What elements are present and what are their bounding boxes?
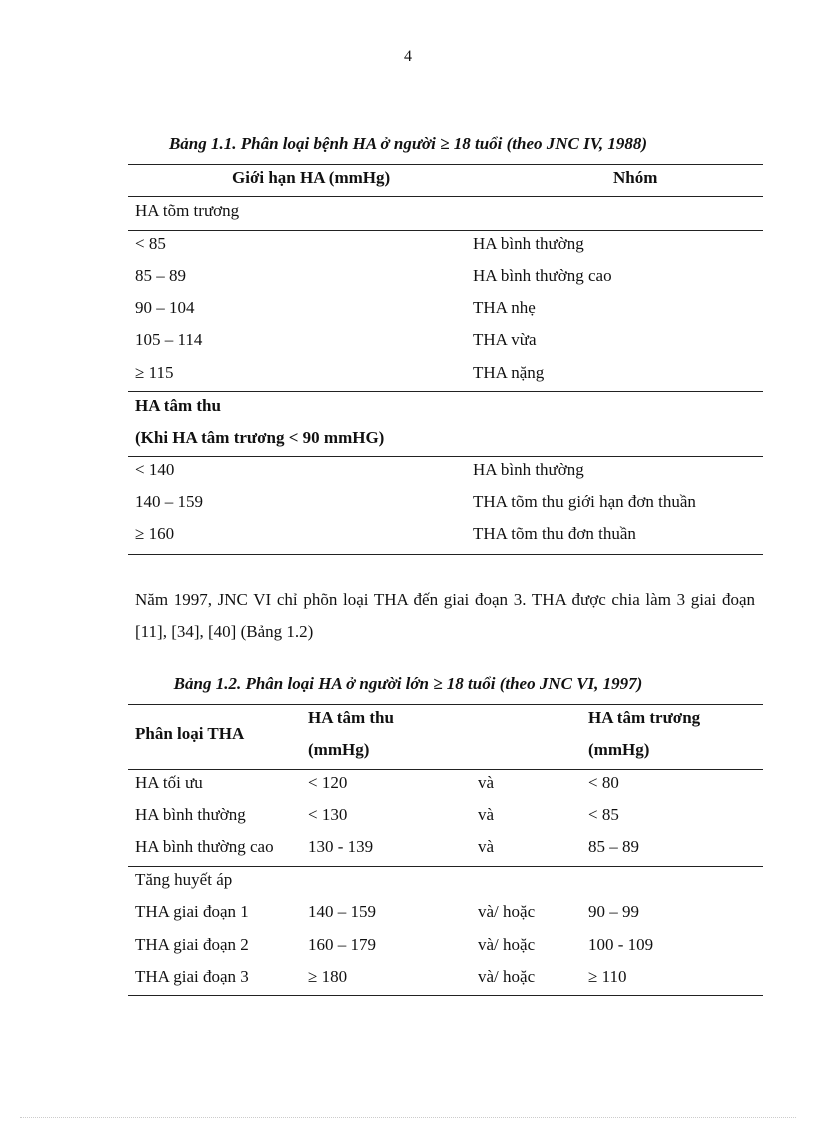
table1-row-group: THA vừa [473,330,537,349]
table2-row-class: HA bình thường [135,805,246,824]
table2-row-systolic: < 130 [308,805,348,824]
table2-row-systolic: < 120 [308,773,348,792]
table2-row-systolic: 140 – 159 [308,902,376,921]
table2-row-systolic: 130 - 139 [308,837,374,856]
table2-row-class: HA tối ưu [135,773,203,792]
table2-caption: Bảng 1.2. Phân loại HA ở người lớn ≥ 18 tuổi (theo JNC VI, 1997) [173,674,643,693]
table1-top-rule [128,164,763,165]
table2-row-class: THA giai đoạn 2 [135,935,249,954]
table2-header-rule [128,769,763,770]
table1-row-group: THA tõm thu giới hạn đơn thuần [473,492,696,511]
table2-row-systolic: 160 – 179 [308,935,376,954]
table1-row-limit: 85 – 89 [135,266,186,285]
page-bottom-divider [20,1117,796,1118]
table1-row-group: THA tõm thu đơn thuần [473,524,636,543]
table1-row-limit: ≥ 160 [135,524,175,543]
table2-row-class: THA giai đoạn 1 [135,902,249,921]
table1-row-limit: < 140 [135,460,175,479]
table1-row-group: HA bình thường [473,234,584,253]
table2-row-diastolic: 85 – 89 [588,837,639,856]
table2-row-conj: và [478,805,495,824]
table2-row-conj: và [478,837,495,856]
table1-rule [128,230,763,231]
table1-row-limit: 105 – 114 [135,330,203,349]
table2-row-conj: và [478,773,495,792]
table1-section1-title: HA tõm trương [135,201,240,220]
table2-row-class: HA bình thường cao [135,837,274,856]
table1-header-group: Nhóm [613,168,658,187]
table1-row-limit: 140 – 159 [135,492,203,511]
table2-header-systolic: HA tâm thu [308,708,394,727]
table1-row-group: THA nặng [473,363,545,382]
table1-header-limit: Giới hạn HA (mmHg) [232,168,391,187]
table2-rule [128,866,763,867]
table2-row-conj: và/ hoặc [478,902,536,921]
table2-row-diastolic: < 85 [588,805,619,824]
table2-header-diastolic: HA tâm trương [588,708,701,727]
table1-section2-subtitle: (Khi HA tâm trương < 90 mmHG) [135,428,385,447]
table2-row-diastolic: 90 – 99 [588,902,639,921]
table1-section2-title: HA tâm thu [135,396,221,415]
table1-row-limit: ≥ 115 [135,363,174,382]
table1-row-group: HA bình thường [473,460,584,479]
table2-header-classification: Phân loại THA [135,724,245,743]
table1-header-rule [128,196,763,197]
table2-header-diastolic-unit: (mmHg) [588,740,650,759]
table1-rule [128,391,763,392]
table1-row-limit: 90 – 104 [135,298,195,317]
table2-row-conj: và/ hoặc [478,967,536,986]
table2-row-diastolic: < 80 [588,773,619,792]
table2-row-systolic: ≥ 180 [308,967,348,986]
table2-row-diastolic: 100 - 109 [588,935,654,954]
table2-row-diastolic: ≥ 110 [588,967,627,986]
table2-row-class: THA giai đoạn 3 [135,967,249,986]
page-number: 4 [404,48,412,65]
table1-rule [128,456,763,457]
table2-row-conj: và/ hoặc [478,935,536,954]
table2-header-systolic-unit: (mmHg) [308,740,370,759]
table1-row-group: THA nhẹ [473,298,536,317]
table2-bottom-rule [128,995,763,996]
table1-bottom-rule [128,554,763,555]
table1-row-group: HA bình thường cao [473,266,612,285]
table1-caption: Bảng 1.1. Phân loại bệnh HA ở người ≥ 18 tuổi (theo JNC IV, 1988) [168,134,648,153]
table1-row-limit: < 85 [135,234,166,253]
table2-top-rule [128,704,763,705]
table2-section-title: Tăng huyết áp [135,870,233,889]
body-paragraph: Năm 1997, JNC VI chỉ phõn loại THA đến giai đoạn 3. THA được chia làm 3 giai đoạn [11], [34], [40] (Bảng 1.2) [135,590,755,641]
